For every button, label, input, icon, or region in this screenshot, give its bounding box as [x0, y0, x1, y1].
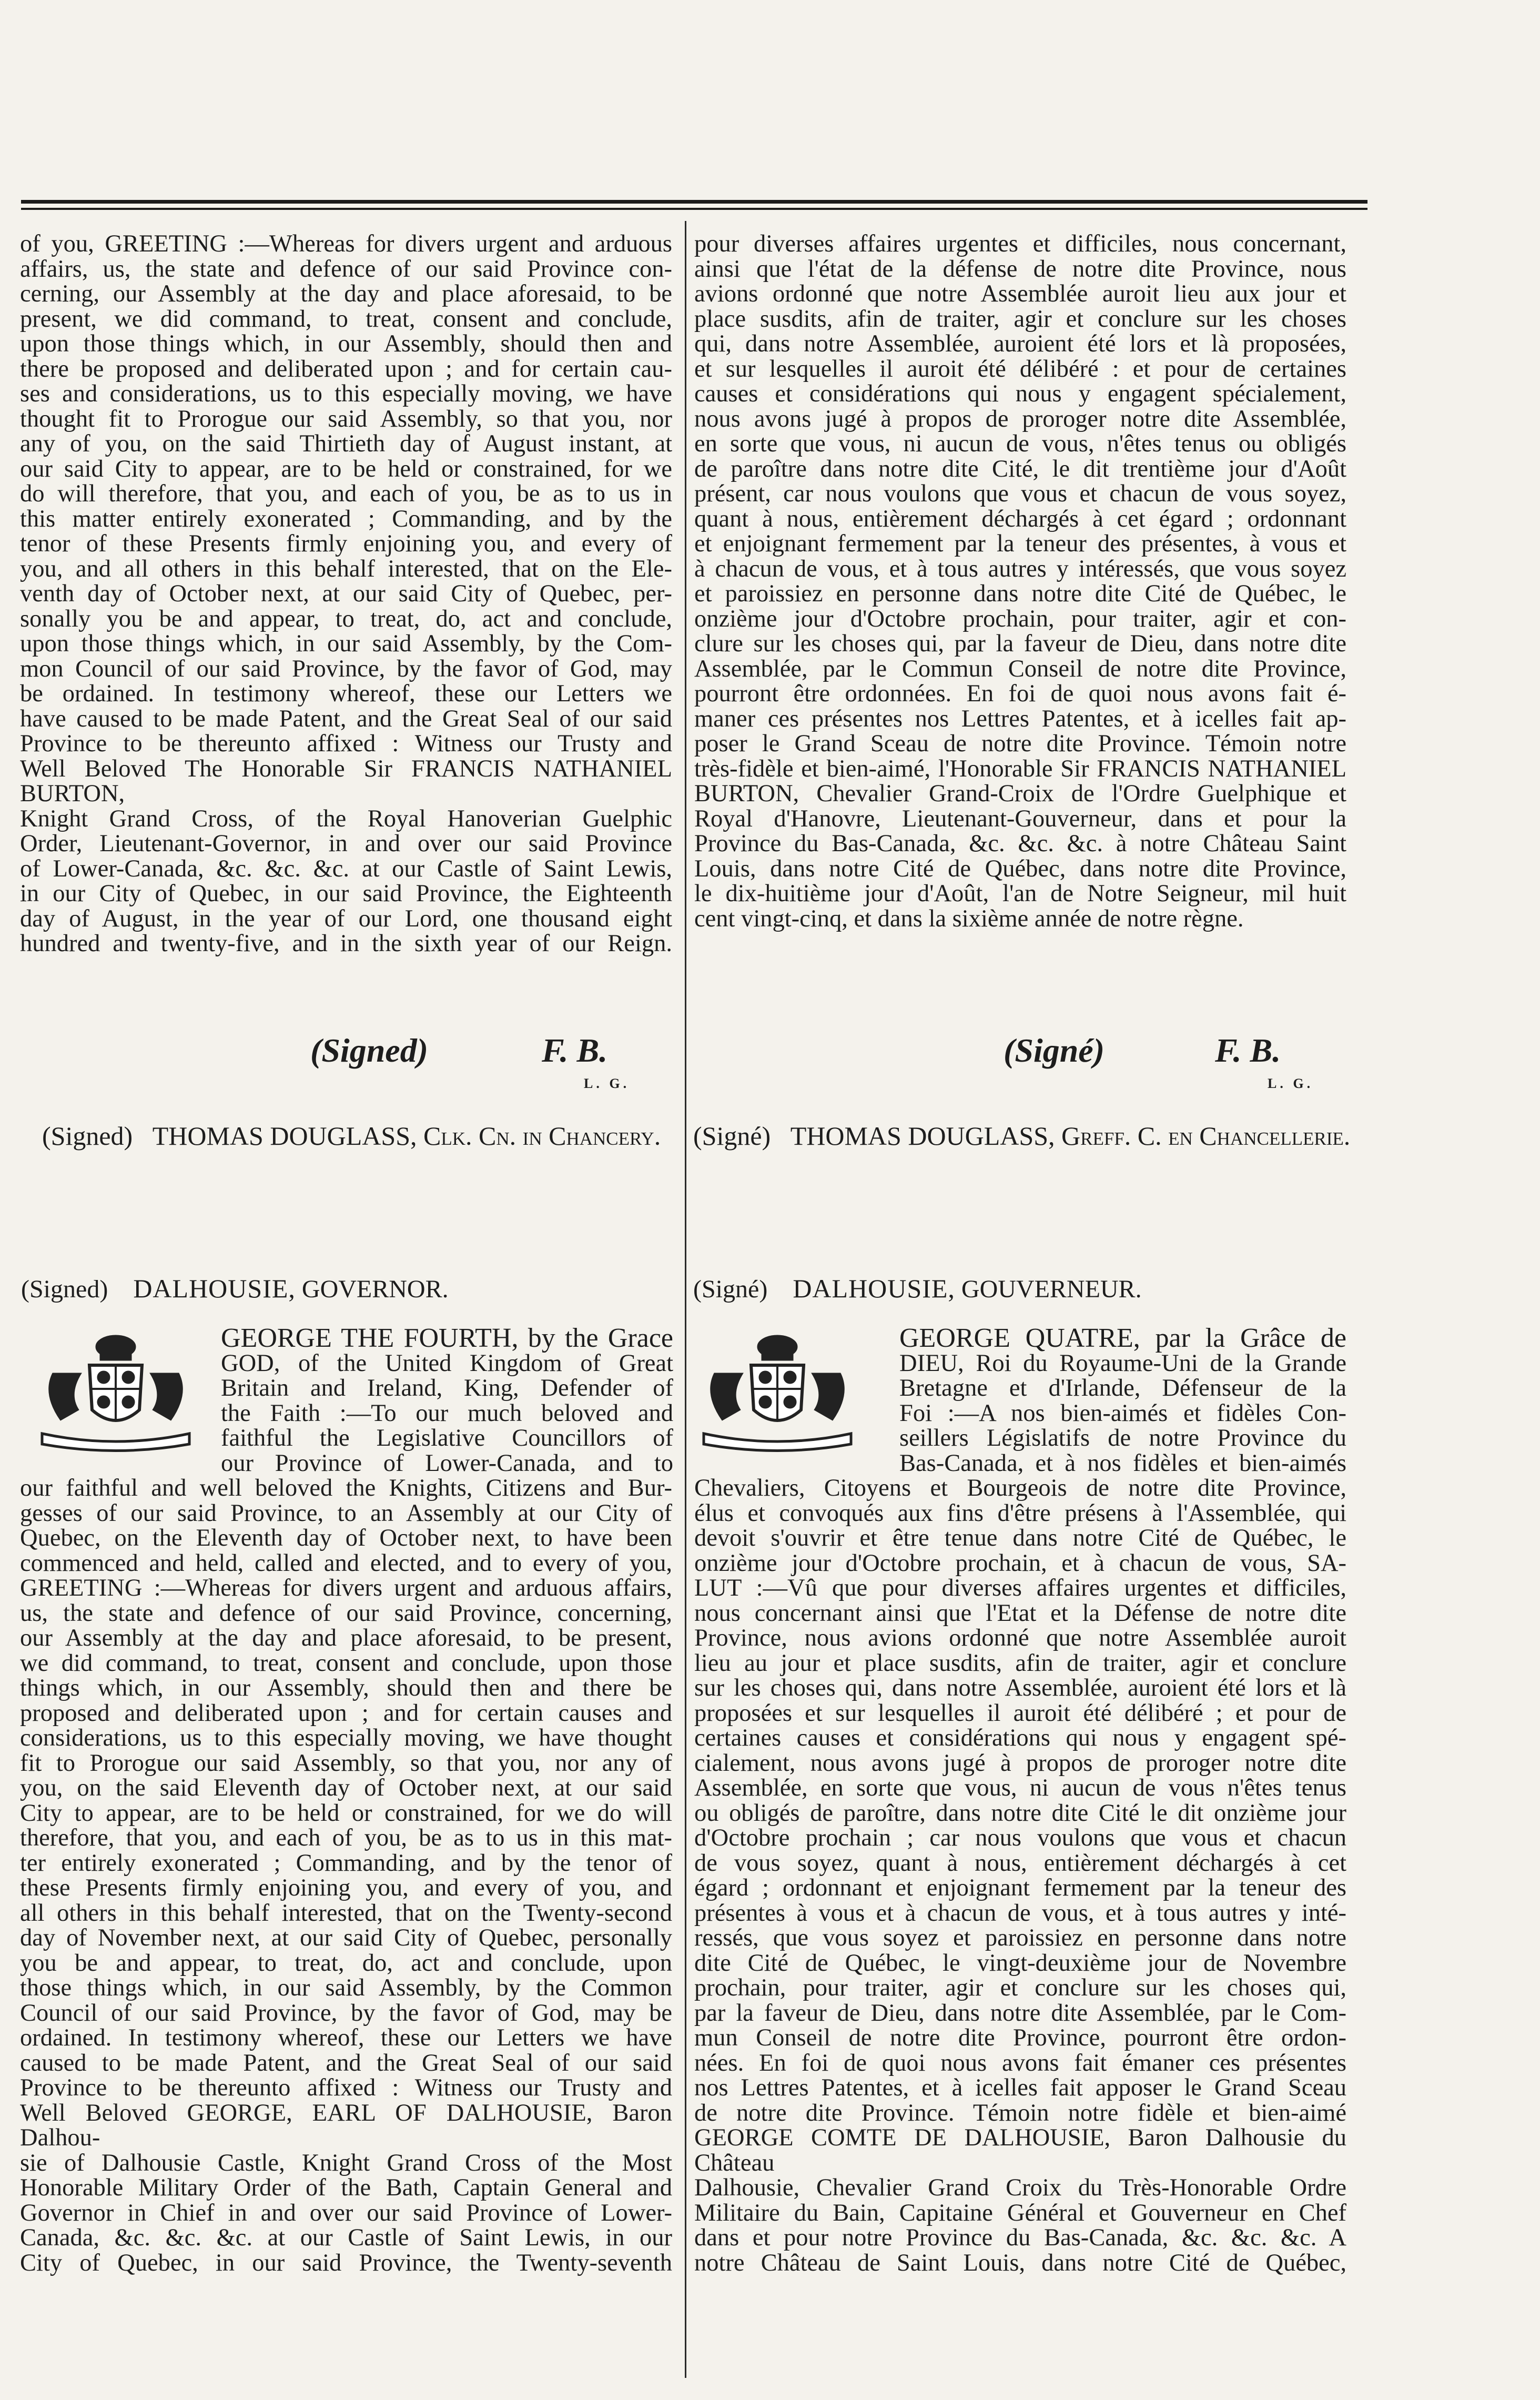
text-line: DIEU, Roi du Royaume-Uni de la Grande	[899, 1349, 1346, 1377]
text-line: GEORGE THE FOURTH, by the Grace	[221, 1323, 673, 1353]
text-line: upon those things which, in our Assembly, should then and	[20, 330, 672, 357]
text-line: be ordained. In testimony whereof, these our Letters we	[20, 680, 672, 707]
text-line: ainsi que l'état de la défense de notre dite Province, nous	[694, 255, 1346, 283]
proclamation2-english-text	[20, 1476, 672, 2275]
proclamation2-english	[20, 1476, 672, 2275]
secretary-prefix-english: (Signed)	[42, 1121, 133, 1151]
governor-prefix-french: (Signé)	[693, 1275, 768, 1303]
text-line: Dalhousie, Chevalier Grand Croix du Très-Honorable Ordre	[694, 2174, 1346, 2201]
text-line: Bretagne et d'Irlande, Défenseur de la	[899, 1375, 1346, 1401]
text-line: our Province of Lower-Canada, and to	[221, 1449, 673, 1477]
text-line: mon Council of our said Province, by the favor of God, may	[20, 655, 672, 682]
text-line: in our City of Quebec, in our said Province, the Eighteenth	[20, 880, 672, 907]
secretary-line-french	[693, 1121, 1350, 1151]
text-line: ses and considerations, us to this especially moving, we have	[20, 380, 672, 407]
text-line: have caused to be made Patent, and the Great Seal of our said	[20, 705, 672, 732]
governor-prefix-english: (Signed)	[21, 1275, 108, 1303]
proclamation1-english-text	[20, 231, 672, 956]
text-line: us, the state and defence of our said Province, concerning,	[20, 1599, 672, 1627]
text-line: devoit s'ouvrir et être tenue dans notre Cité de Québec, le	[694, 1525, 1346, 1551]
text-line: nous concernant ainsi que l'Etat et la Défense de notre dite	[694, 1599, 1346, 1627]
text-line: Province, nous avions ordonné que notre Assemblée auroit	[694, 1625, 1346, 1651]
text-line: all others in this behalf interested, that on the Twenty-second	[20, 1899, 672, 1927]
text-line: nées. En foi de quoi nous avons fait émaner ces présentes	[694, 2049, 1346, 2076]
text-line: onzième jour d'Octobre prochain, et à chacun de vous, SA-	[694, 1549, 1346, 1577]
proclamation2-french-head	[899, 1323, 1346, 1477]
text-line: place susdits, afin de traiter, agir et conclure sur les choses	[694, 305, 1346, 332]
lg-english: L. G.	[584, 1076, 630, 1091]
text-line: our said City to appear, are to be held or constrained, for we	[20, 455, 672, 482]
text-line: Militaire du Bain, Capitaine Général et Gouverneur en Chef	[694, 2199, 1346, 2226]
text-line: Assemblée, en sorte que vous, ni aucun de vous n'êtes tenus	[694, 1774, 1346, 1801]
proclamation2-french	[694, 1476, 1346, 2275]
text-line: present, we did command, to treat, consent and conclude,	[20, 305, 672, 332]
text-line: ou obligés de paroître, dans notre dite Cité le dit onzième jour	[694, 1799, 1346, 1827]
text-line: venth day of October next, at our said City of Quebec, per-	[20, 580, 672, 607]
text-line: GEORGE QUATRE, par la Grâce de	[899, 1323, 1346, 1353]
proclamation2-english-head-text	[221, 1323, 673, 1477]
text-line: sonally you be and appear, to treat, do, act and conclude,	[20, 605, 672, 632]
text-line: Province to be thereunto affixed : Witness our Trusty and	[20, 2074, 672, 2101]
text-line: prochain, pour traiter, agir et conclure sur les choses qui,	[694, 1974, 1346, 2001]
text-line: therefore, that you, and each of you, be as to us in this mat-	[20, 1824, 672, 1851]
text-line: Chevaliers, Citoyens et Bourgeois de notre dite Province,	[694, 1475, 1346, 1501]
text-line: our faithful and well beloved the Knights, Citizens and Bur-	[20, 1475, 672, 1501]
secretary-english: THOMAS DOUGLASS, Clk. Cn. in Chancery.	[152, 1121, 661, 1151]
text-line: the Faith :—To our much beloved and	[221, 1399, 673, 1427]
text-line: Foi :—A nos bien-aimés et fidèles Con-	[899, 1399, 1346, 1427]
text-line: we did command, to treat, consent and conclude, upon those	[20, 1649, 672, 1677]
royal-coat-of-arms-icon	[32, 1331, 200, 1452]
text-line: cialement, nous avons jugé à propos de proroger notre dite	[694, 1749, 1346, 1777]
text-line: GREETING :—Whereas for divers urgent and arduous affairs,	[20, 1575, 672, 1601]
secretary-french: THOMAS DOUGLASS, Greff. C. en Chancellerie.	[790, 1121, 1351, 1151]
text-line: do will therefore, that you, and each of you, be as to us in	[20, 480, 672, 507]
text-line: clure sur les choses qui, par la faveur de Dieu, dans notre dite	[694, 630, 1346, 657]
governor-line-english	[21, 1273, 449, 1304]
text-line: upon those things which, in our said Assembly, by the Com-	[20, 630, 672, 657]
text-line: these Presents firmly enjoining you, and every of you, and	[20, 1874, 672, 1901]
text-line: dans et pour notre Province du Bas-Canada, &c. &c. &c. A	[694, 2224, 1346, 2251]
text-line: dite Cité de Québec, le vingt-deuxième jour de Novembre	[694, 1949, 1346, 1977]
text-line: nos Lettres Patentes, et à icelles fait apposer le Grand Sceau	[694, 2074, 1346, 2101]
text-line: onzième jour d'Octobre prochain, pour traiter, agir et con-	[694, 605, 1346, 632]
text-line: fit to Prorogue our said Assembly, so that you, nor any of	[20, 1749, 672, 1777]
text-line: faithful the Legislative Councillors of	[221, 1425, 673, 1451]
text-line: GEORGE COMTE DE DALHOUSIE, Baron Dalhousie du Château	[694, 2124, 1346, 2176]
text-line: et enjoignant fermement par la teneur des présentes, à vous et	[694, 530, 1346, 557]
text-line: proposed and deliberated upon ; and for certain causes and	[20, 1699, 672, 1727]
text-line: City of Quebec, in our said Province, the Twenty-seventh	[20, 2249, 672, 2276]
text-line: de notre dite Province. Témoin notre fidèle et bien-aimé	[694, 2099, 1346, 2126]
text-line: le dix-huitième jour d'Août, l'an de Notre Seigneur, mil huit	[694, 880, 1346, 907]
text-line: LUT :—Vû que pour diverses affaires urgentes et difficiles,	[694, 1575, 1346, 1601]
text-line: things which, in our Assembly, should then and there be	[20, 1675, 672, 1701]
text-line: Well Beloved The Honorable Sir FRANCIS NATHANIEL BURTON,	[20, 755, 672, 807]
text-line: of you, GREETING :—Whereas for divers urgent and arduous	[20, 230, 672, 257]
text-line: par la faveur de Dieu, dans notre dite Assemblée, par le Com-	[694, 1999, 1346, 2026]
text-line: considerations, us to this especially moving, we have thought	[20, 1725, 672, 1751]
signed-french: (Signé)	[1004, 1032, 1105, 1069]
initials-english: F. B.	[542, 1032, 608, 1069]
text-line: d'Octobre prochain ; car nous voulons que vous et chacun	[694, 1824, 1346, 1851]
text-line: mun Conseil de notre dite Province, pourront être ordon-	[694, 2024, 1346, 2051]
text-line: notre Château de Saint Louis, dans notre Cité de Québec,	[694, 2249, 1346, 2276]
text-line: nous avons jugé à propos de proroger notre dite Assemblée,	[694, 405, 1346, 432]
text-line: maner ces présentes nos Lettres Patentes, et à icelles fait ap-	[694, 705, 1346, 732]
text-line: de vous soyez, quant à nous, entièrement déchargés à cet	[694, 1849, 1346, 1877]
text-line: très-fidèle et bien-aimé, l'Honorable Sir FRANCIS NATHANIEL	[694, 755, 1346, 782]
text-line: cent vingt-cinq, et dans la sixième année de notre règne.	[694, 905, 1244, 932]
proclamation2-french-text	[694, 1476, 1346, 2275]
text-line: et paroissiez en personne dans notre dite Cité de Québec, le	[694, 580, 1346, 607]
text-line: présent, car nous voulons que vous et chacun de vous soyez,	[694, 480, 1346, 507]
text-line: caused to be made Patent, and the Great Seal of our said	[20, 2049, 672, 2076]
text-line: Province du Bas-Canada, &c. &c. &c. à notre Château Saint	[694, 830, 1346, 857]
text-line: you, on the said Eleventh day of October next, at our said	[20, 1774, 672, 1801]
royal-coat-of-arms-icon	[693, 1331, 862, 1452]
text-line: City to appear, are to be held or constrained, for we do will	[20, 1799, 672, 1827]
text-line: cerning, our Assembly at the day and place aforesaid, to be	[20, 280, 672, 307]
text-line: our Assembly at the day and place aforesaid, to be present,	[20, 1625, 672, 1651]
text-line: there be proposed and deliberated upon ; and for certain cau-	[20, 355, 672, 382]
governor-title-english: GOVERNOR.	[301, 1275, 449, 1303]
text-line: hundred and twenty-five, and in the sixth year of our Reign.	[20, 930, 672, 957]
proclamation1-english	[20, 231, 672, 956]
top-rule-thick	[21, 200, 1367, 204]
text-line: poser le Grand Sceau de notre dite Province. Témoin notre	[694, 730, 1346, 757]
text-line: sie of Dalhousie Castle, Knight Grand Cross of the Most	[20, 2149, 672, 2176]
text-line: thought fit to Prorogue our said Assembly, so that you, nor	[20, 405, 672, 432]
text-line: avions ordonné que notre Assemblée auroit lieu aux jour et	[694, 280, 1346, 307]
text-line: Louis, dans notre Cité de Québec, dans notre dite Province,	[694, 855, 1346, 882]
text-line: causes et considérations qui nous y engagent spécialement,	[694, 380, 1346, 407]
proclamation1-french-text	[694, 231, 1346, 931]
initials-french: F. B.	[1215, 1032, 1281, 1069]
text-line: Assemblée, par le Commun Conseil de notre dite Province,	[694, 655, 1346, 682]
text-line: quant à nous, entièrement déchargés à cet égard ; ordonnant	[694, 505, 1346, 532]
text-line: you be and appear, to treat, do, act and conclude, upon	[20, 1949, 672, 1977]
text-line: ressés, que vous soyez et paroissiez en personne dans notre	[694, 1924, 1346, 1951]
text-line: sur les choses qui, dans notre Assemblée, auroient été lors et là	[694, 1675, 1346, 1701]
text-line: Quebec, on the Eleventh day of October next, to have been	[20, 1525, 672, 1551]
secretary-prefix-french: (Signé)	[693, 1121, 771, 1151]
text-line: BURTON, Chevalier Grand-Croix de l'Ordre Guelphique et	[694, 780, 1346, 807]
text-line: day of August, in the year of our Lord, one thousand eight	[20, 905, 672, 932]
text-line: lieu au jour et place susdits, afin de traiter, agir et conclure	[694, 1649, 1346, 1677]
text-line: présentes à vous et à chacun de vous, et à tous autres y inté-	[694, 1899, 1346, 1927]
text-line: Royal d'Hanovre, Lieutenant-Gouverneur, dans et pour la	[694, 805, 1346, 832]
text-line: this matter entirely exonerated ; Commanding, and by the	[20, 505, 672, 532]
text-line: proposées et sur lesquelles il auroit été délibéré ; et pour de	[694, 1699, 1346, 1727]
text-line: Knight Grand Cross, of the Royal Hanoverian Guelphic	[20, 805, 672, 832]
text-line: seillers Législatifs de notre Province du	[899, 1425, 1346, 1451]
text-line: of Lower-Canada, &c. &c. &c. at our Castle of Saint Lewis,	[20, 855, 672, 882]
text-line: de paroître dans notre dite Cité, le dit trentième jour d'Août	[694, 455, 1346, 482]
text-line: ordained. In testimony whereof, these our Letters we have	[20, 2024, 672, 2051]
proclamation2-english-head	[221, 1323, 673, 1477]
text-line: Well Beloved GEORGE, EARL OF DALHOUSIE, Baron Dalhou-	[20, 2099, 672, 2151]
text-line: en sorte que vous, ni aucun de vous, n'êtes tenus ou obligés	[694, 430, 1346, 457]
lg-french: L. G.	[1268, 1076, 1314, 1091]
text-line: day of November next, at our said City of Quebec, personally	[20, 1924, 672, 1951]
top-rule-thin	[21, 208, 1367, 210]
text-line: Order, Lieutenant-Governor, in and over our said Province	[20, 830, 672, 857]
text-line: élus et convoqués aux fins d'être présens à l'Assemblée, qui	[694, 1499, 1346, 1527]
text-line: commenced and held, called and elected, and to every of you,	[20, 1549, 672, 1577]
text-line: Britain and Ireland, King, Defender of	[221, 1375, 673, 1401]
governor-name-english: DALHOUSIE,	[133, 1274, 296, 1303]
text-line: you, and all others in this behalf interested, that on the Ele-	[20, 555, 672, 582]
governor-line-french	[693, 1273, 1142, 1304]
text-line: gesses of our said Province, to an Assembly at our City of	[20, 1499, 672, 1527]
text-line: any of you, on the said Thirtieth day of August instant, at	[20, 430, 672, 457]
text-line: qui, dans notre Assemblée, auroient été lors et là proposées,	[694, 330, 1346, 357]
text-line: Council of our said Province, by the favor of God, may be	[20, 1999, 672, 2026]
text-line: à chacun de vous, et à tous autres y intéressés, que vous soyez	[694, 555, 1346, 582]
governor-name-french: DALHOUSIE,	[793, 1274, 955, 1303]
text-line: GOD, of the United Kingdom of Great	[221, 1349, 673, 1377]
text-line: égard ; ordonnant et enjoignant fermement par la teneur des	[694, 1874, 1346, 1901]
text-line: et sur lesquelles il auroit été délibéré : et pour de certaines	[694, 355, 1346, 382]
column-divider	[685, 221, 686, 2378]
text-line: Canada, &c. &c. &c. at our Castle of Saint Lewis, in our	[20, 2224, 672, 2251]
text-line: Honorable Military Order of the Bath, Captain General and	[20, 2174, 672, 2201]
text-line: tenor of these Presents firmly enjoining you, and every of	[20, 530, 672, 557]
text-line: certaines causes et considérations qui nous y engagent spé-	[694, 1725, 1346, 1751]
text-line: affairs, us, the state and defence of our said Province con-	[20, 255, 672, 283]
proclamation1-french	[694, 231, 1346, 931]
text-line: Bas-Canada, et à nos fidèles et bien-aimés	[899, 1449, 1346, 1477]
text-line: those things which, in our said Assembly, by the Common	[20, 1974, 672, 2001]
text-line: ter entirely exonerated ; Commanding, and by the tenor of	[20, 1849, 672, 1877]
text-line: pour diverses affaires urgentes et difficiles, nous concernant,	[694, 230, 1346, 257]
text-line: Province to be thereunto affixed : Witness our Trusty and	[20, 730, 672, 757]
governor-title-french: GOUVERNEUR.	[961, 1275, 1142, 1303]
text-line: pourront être ordonnées. En foi de quoi nous avons fait é-	[694, 680, 1346, 707]
proclamation2-french-head-text	[899, 1323, 1346, 1477]
secretary-line-english	[42, 1121, 661, 1151]
signed-english: (Signed)	[310, 1032, 428, 1069]
text-line: Governor in Chief in and over our said Province of Lower-	[20, 2199, 672, 2226]
